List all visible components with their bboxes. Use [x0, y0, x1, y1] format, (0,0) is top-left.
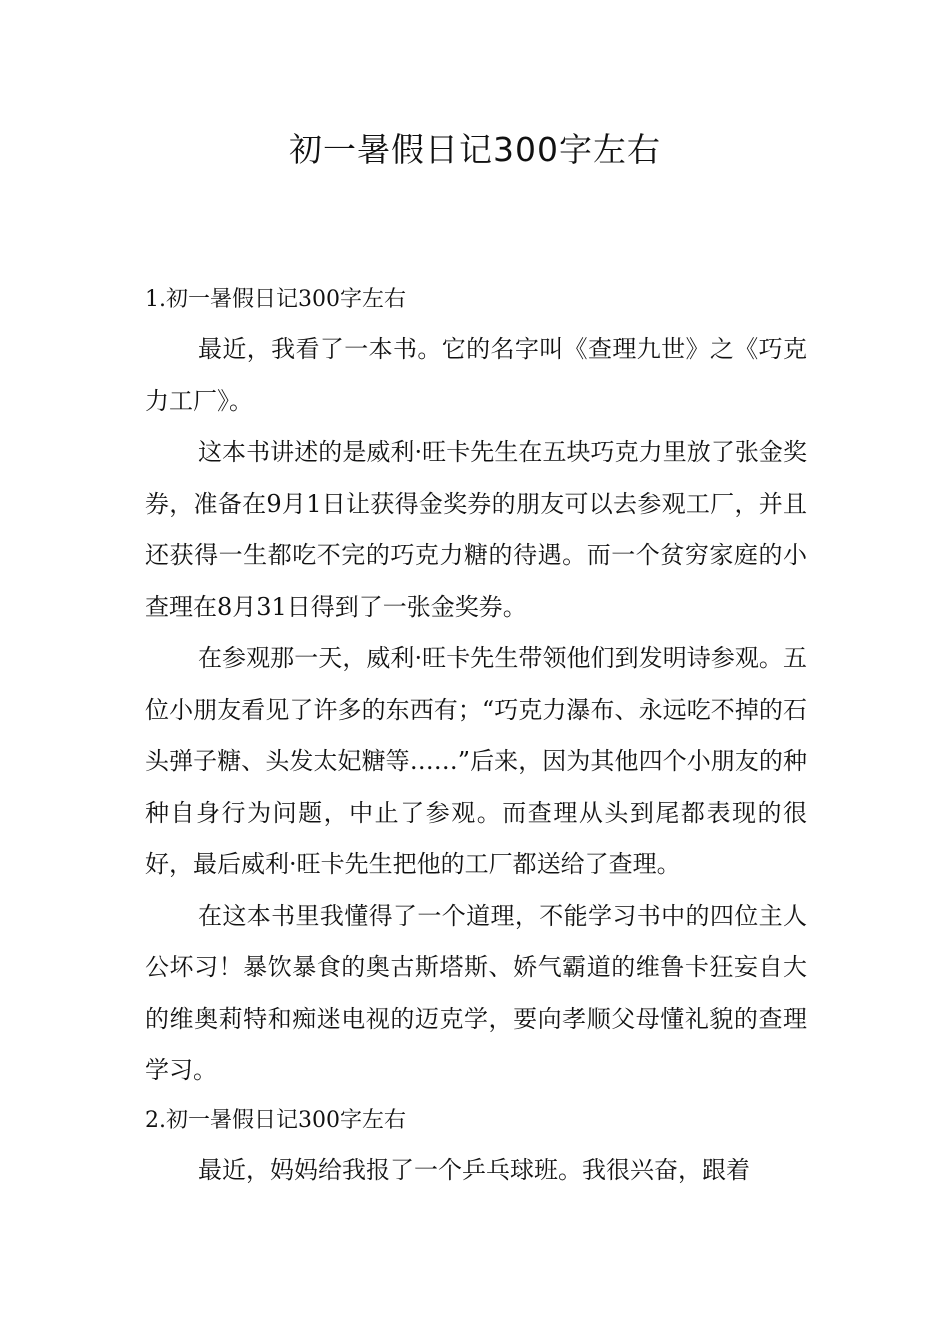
document-title: 初一暑假日记300字左右	[289, 130, 661, 169]
paragraph: 最近，我看了一本书。它的名字叫《查理九世》之《巧克力工厂》。	[145, 335, 807, 415]
paragraph: 最近，妈妈给我报了一个乒乓球班。我很兴奋，跟着	[198, 1155, 750, 1184]
paragraph: 这本书讲述的是威利·旺卡先生在五块巧克力里放了张金奖券，准备在9月1日让获得金奖券的朋友可以去参观工厂，并且还获得一生都吃不完的巧克力糖的待遇。而一个贫穷家庭的小查理在8月31日得到了一张金奖券。	[145, 438, 807, 621]
paragraph: 在参观那一天，威利·旺卡先生带领他们到发明诗参观。五位小朋友看见了许多的东西有；“巧克力瀑布、永远吃不掉的石头弹子糖、头发太妃糖等……”后来，因为其他四个小朋友的种种自身行为问题，中止了参观。而查理从头到尾都表现的很好，最后威利·旺卡先生把他的工厂都送给了查理。	[145, 644, 807, 878]
paragraph: 在这本书里我懂得了一个道理，不能学习书中的四位主人公坏习！暴饮暴食的奥古斯塔斯、娇气霸道的维鲁卡狂妄自大的维奥莉特和痴迷电视的迈克学，要向孝顺父母懂礼貌的查理学习。	[145, 901, 807, 1084]
section-heading: 2.初一暑假日记300字左右	[145, 1107, 406, 1133]
document-body	[145, 276, 807, 1196]
section-heading: 1.初一暑假日记300字左右	[145, 287, 406, 312]
